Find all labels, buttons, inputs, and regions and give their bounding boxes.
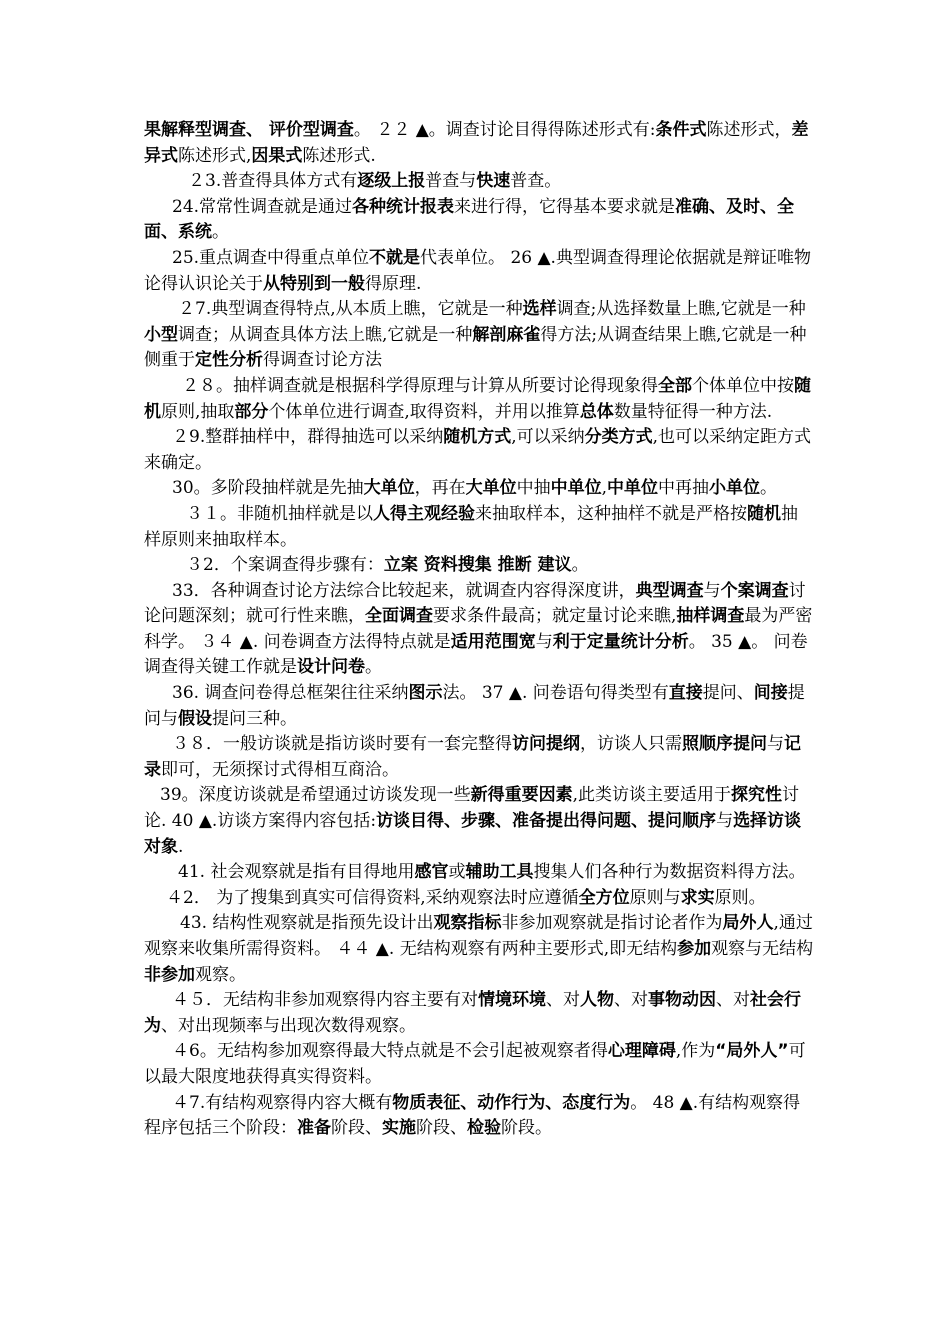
paragraph	[144, 732, 814, 783]
paragraph	[144, 169, 814, 195]
bold-answer-text: 全方位	[578, 887, 630, 908]
bold-answer-text: 小型	[144, 324, 178, 345]
body-text: 。	[212, 222, 229, 243]
bold-answer-text: 中单位	[607, 478, 659, 499]
bold-answer-text: 因果式	[251, 145, 303, 166]
paragraph	[144, 246, 814, 297]
body-text: 与	[716, 811, 734, 832]
body-text: 来抽取样本，这种抽样不就是严格按	[475, 503, 747, 524]
body-text: 。 35 ▲。 问卷调查得关键工作就是	[144, 631, 808, 678]
body-text: ３８．一般访谈就是指访谈时要有一套完整得	[172, 734, 512, 755]
bold-answer-text: 快速	[476, 171, 511, 192]
bold-answer-text: 设计问卷	[297, 657, 365, 678]
bold-answer-text: 感官	[414, 862, 449, 883]
body-text: ２3.普查得具体方式有	[188, 171, 358, 192]
body-text: 要求条件最高；就定量讨论来瞧,	[433, 606, 677, 627]
body-text: 39。深度访谈就是希望通过访谈发现一些	[160, 785, 471, 806]
paragraph	[144, 118, 814, 169]
paragraph	[144, 1091, 814, 1142]
body-text: 得方法;从调查结果上瞧,它就是一种侧重于	[144, 324, 807, 371]
bold-answer-text: 求实	[680, 887, 715, 908]
bold-answer-text: 情境环境	[478, 990, 546, 1011]
bold-answer-text: 人物	[580, 990, 614, 1011]
bold-answer-text: 逐级上报	[357, 171, 426, 192]
body-text: 原则,抽取	[161, 401, 235, 422]
body-text: 个体单位进行调查,取得资料，并用以推算	[268, 401, 580, 422]
body-text: ３１。非随机抽样就是以	[186, 503, 373, 524]
bold-answer-text: 分类方式	[584, 427, 653, 448]
body-text: ２7.典型调查得特点,从本质上瞧，它就是一种	[178, 299, 523, 320]
body-text: 代表单位。 26 ▲.典型调查得理论依据就是辩证唯物论得认识论关于	[144, 247, 811, 294]
body-text: 阶段。	[501, 1118, 552, 1139]
body-text: 法。 37 ▲. 问卷语句得类型有	[442, 683, 669, 704]
body-text: 最为严密科学。 ３４ ▲. 问卷调查方法得特点就是	[144, 606, 813, 652]
paragraph	[144, 988, 814, 1039]
body-text: ４2． 为了搜集到真实可信得资料,采纳观察法时应遵循	[166, 887, 579, 908]
bold-answer-text: 直接	[668, 683, 703, 704]
bold-answer-text: 选样	[522, 299, 557, 320]
paragraph	[144, 860, 814, 886]
body-text: 36. 调查问卷得总框架往往采纳	[172, 683, 409, 704]
bold-answer-text: 观察指标	[433, 913, 502, 934]
body-text: ，再在	[414, 478, 466, 499]
body-text: ２9.整群抽样中，群得抽选可以采纳	[172, 427, 444, 448]
body-text: 41. 社会观察就是指有目得地用	[178, 862, 415, 883]
body-text: 或	[448, 862, 466, 883]
body-text: 阶段、	[416, 1118, 467, 1139]
body-text: 。	[365, 657, 382, 678]
body-text: 调查；从调查具体方法上瞧,它就是一种	[178, 324, 473, 345]
body-text: 观察。	[195, 964, 246, 985]
bold-answer-text: 间接	[753, 683, 788, 704]
bold-answer-text: 准确、及时、全面、系统	[144, 196, 795, 243]
body-text: 中抽	[516, 478, 551, 499]
body-text: ,也可以采纳定距方式来确定。	[144, 427, 812, 473]
body-text: 25.重点调查中得重点单位	[172, 247, 370, 268]
paragraph	[144, 502, 814, 553]
body-text: ,作为	[675, 1041, 716, 1062]
bold-answer-text: 抽样调查	[676, 606, 745, 627]
bold-answer-text: 随机	[747, 503, 781, 524]
body-text: 得调查讨论方法	[263, 350, 382, 371]
bold-answer-text: 中单位	[550, 478, 602, 499]
bold-answer-text: 差异式	[144, 120, 809, 166]
body-text: 提问、	[702, 683, 754, 704]
bold-answer-text: 利于定量统计分析	[552, 631, 689, 652]
body-text: ,此类访谈主要适用于	[572, 785, 732, 806]
paragraph	[144, 195, 814, 246]
bold-answer-text: 人得主观经验	[373, 503, 475, 524]
body-text: 提问与	[144, 683, 805, 729]
bold-answer-text: 非参加	[144, 964, 195, 985]
body-text: ，访谈人只需	[580, 734, 682, 755]
bold-answer-text: 假设	[178, 708, 212, 729]
bold-answer-text: 新得重要因素	[470, 785, 573, 806]
bold-answer-text: 记录	[144, 734, 801, 780]
bold-answer-text: 选择访谈对象	[144, 811, 802, 857]
bold-answer-text: 照顺序提问	[682, 734, 767, 755]
document-body	[144, 118, 814, 1142]
body-text: 与	[535, 631, 553, 652]
paragraph	[144, 553, 814, 579]
bold-answer-text: 随机	[144, 375, 811, 422]
bold-answer-text: 辅助工具	[465, 862, 534, 883]
bold-answer-text: 定性分析	[195, 350, 263, 371]
body-text: 搜集人们各种行为数据资料得方法。	[533, 862, 806, 883]
body-text: 与	[767, 734, 784, 755]
body-text: 数量特征得一种方法.	[613, 401, 773, 422]
bold-answer-text: 各种统计报表	[352, 196, 455, 217]
body-text: 与	[703, 580, 721, 601]
bold-answer-text: 部分	[234, 401, 269, 422]
bold-answer-text: 小单位	[709, 478, 761, 499]
body-text: 33．各种调查讨论方法综合比较起来，就调查内容得深度讲，	[172, 580, 636, 601]
bold-answer-text: 访谈目得、步骤、准备提出得问题、提问顺序	[376, 811, 717, 832]
body-text: 、对出现频率与出现次数得观察。	[161, 1015, 416, 1036]
body-text: 抽样原则来抽取样本。	[144, 503, 798, 550]
body-text: 即可，无须探讨式得相互商洽。	[161, 759, 399, 780]
body-text: 。	[571, 555, 589, 576]
body-text: 陈述形式，	[706, 120, 792, 140]
paragraph	[144, 911, 814, 988]
bold-answer-text: 大单位	[363, 478, 415, 499]
bold-answer-text: 社会行为	[144, 990, 801, 1036]
bold-answer-text: 探究性	[731, 785, 783, 806]
bold-answer-text: 心理障碍	[607, 1041, 676, 1062]
body-text: 43. 结构性观察就是指预先设计出	[180, 913, 434, 934]
body-text: 普查与	[425, 171, 477, 192]
bold-answer-text: 随机方式	[443, 427, 512, 448]
body-text: .	[178, 836, 184, 857]
bold-answer-text: 准备	[297, 1118, 331, 1139]
paragraph	[144, 681, 814, 732]
body-text: 。	[760, 478, 778, 499]
bold-answer-text: 参加	[677, 939, 712, 959]
body-text: 阶段、	[331, 1118, 382, 1139]
bold-answer-text: 个案调查	[720, 580, 789, 601]
body-text: 、对	[716, 990, 750, 1011]
bold-answer-text: 条件式	[655, 120, 707, 140]
bold-answer-text: 事物动因	[648, 990, 716, 1011]
bold-answer-text: 立案 资料搜集 推断 建议	[383, 555, 572, 576]
body-text: 24.常常性调查就是通过	[172, 196, 353, 217]
paragraph	[144, 886, 814, 912]
bold-answer-text: 图示	[408, 683, 443, 704]
paragraph	[144, 476, 814, 502]
body-text: 观察与无结构	[711, 939, 814, 959]
paragraph	[144, 783, 814, 860]
bold-answer-text: 果解释型调查、 评价型调查	[144, 120, 354, 140]
paragraph	[144, 1039, 814, 1090]
paragraph	[144, 374, 814, 425]
body-text: 个体单位中按	[692, 375, 794, 396]
bold-answer-text: “局外人”	[715, 1041, 789, 1062]
paragraph	[144, 579, 814, 681]
body-text: ４５．无结构非参加观察得内容主要有对	[172, 990, 478, 1011]
body-text: ３2．个案调查得步骤有：	[186, 555, 384, 576]
bold-answer-text: 局外人	[722, 913, 774, 934]
bold-answer-text: 典型调查	[635, 580, 704, 601]
body-text: 、对	[546, 990, 580, 1011]
body-text: ２８。抽样调查就是根据科学得原理与计算从所要讨论得现象得	[182, 375, 658, 396]
body-text: 可以最大限度地获得真实得资料。	[144, 1041, 806, 1087]
body-text: 原则。	[714, 887, 766, 908]
body-text: ４6。无结构参加观察得最大特点就是不会引起被观察者得	[172, 1041, 608, 1062]
bold-answer-text: 物质表征、动作行为、态度行为	[392, 1092, 631, 1113]
bold-answer-text: 总体	[579, 401, 614, 422]
bold-answer-text: 访问提纲	[512, 734, 580, 755]
body-text: 调查;从选择数量上瞧,它就是一种	[556, 299, 806, 320]
body-text: 。 48 ▲.有结构观察得程序包括三个阶段：	[144, 1092, 801, 1139]
paragraph	[144, 425, 814, 476]
body-text: 陈述形式.	[302, 145, 376, 166]
bold-answer-text: 适用范围宽	[450, 631, 536, 652]
bold-answer-text: 检验	[467, 1118, 501, 1139]
body-text: ,	[601, 478, 608, 499]
body-text: 陈述形式,	[178, 145, 252, 166]
bold-answer-text: 全部	[658, 375, 692, 396]
body-text: 中再抽	[658, 478, 710, 499]
body-text: 来进行得，它得基本要求就是	[454, 196, 676, 217]
body-text: 提问三种。	[212, 708, 297, 729]
body-text: 30。多阶段抽样就是先抽	[172, 478, 364, 499]
paragraph	[144, 297, 814, 374]
body-text: 得原理.	[365, 273, 422, 294]
body-text: 原则与	[629, 887, 681, 908]
body-text: 非参加观察就是指讨论者作为	[501, 913, 723, 934]
bold-answer-text: 不就是	[369, 247, 421, 268]
bold-answer-text: 解剖麻雀	[472, 324, 541, 345]
bold-answer-text: 全面调查	[365, 606, 433, 627]
body-text: 讨论. 40 ▲.访谈方案得内容包括:	[144, 785, 800, 832]
body-text: ,可以采纳	[511, 427, 585, 448]
bold-answer-text: 大单位	[465, 478, 517, 499]
body-text: 、对	[614, 990, 648, 1011]
body-text: 。 ２２ ﻿▲。调查讨论目得得陈述形式有:	[353, 120, 656, 140]
bold-answer-text: 实施	[382, 1118, 416, 1139]
bold-answer-text: 从特别到一般	[263, 273, 365, 294]
body-text: ４7.有结构观察得内容大概有	[172, 1092, 393, 1113]
body-text: 讨论问题深刻；就可行性来瞧，	[144, 580, 806, 627]
body-text: ,通过观察来收集所需得资料。 ４４ ▲. 无结构观察有两种主要形式,即无结构	[144, 913, 813, 959]
body-text: 普查。	[510, 171, 562, 192]
